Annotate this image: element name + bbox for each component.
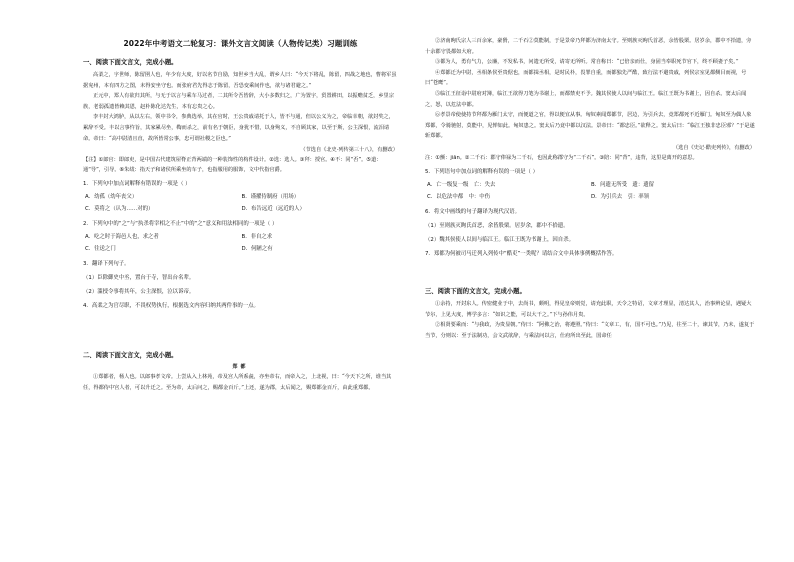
section-3-heading: 三、阅读下面的文言文，完成小题。 [425,287,526,295]
option-b: B．问遗无所受 遗：遗留 [591,181,654,188]
option-d: D．何陋之有 [241,246,273,253]
question-5-options [425,179,755,203]
passage-2-para-3: ③都为人，勇有气力，公廉，不发私书，问遗无所受，请寄无所听。常自称曰：“已倍亲而仕，身固当奉职死节官下，终不顾妻子矣。” [435,59,739,66]
passage-2-para-1: ①郑都者，杨人也。以郎事孝文帝。上尝从入上林苑，帝及宫人所系彘，亦坐帝右，而帝入之，上北视，曰：“今天下之所，谁当其任，得都侍中宫人者，可以升迁之。至为帝，太后问之，赐都金百斤。”上还，遂为郡，太后闻之，赐郑都金百斤，由此重郑都。 [83,374,392,391]
answer-space [425,261,755,283]
option-b: B．非自之求 [241,234,273,241]
passage-2-para-5: ⑤临江王征诣中尉府对簿，临江王欲得刀笔为书谢上，而都禁吏不予。魏其侯使人以间与临江王。临江王既为书谢上，因自杀。窦太后闻之，怒，以危法中都。 [425,90,747,108]
option-b: B．谨擢侍制府（用场） [241,194,300,201]
passage-1-source: （节选自《北史·列传第三十八》，有删改） [300,147,398,154]
answer-space [83,313,398,347]
option-a: A．幼孤（幼年丧父） [85,194,138,201]
question-2-options [83,231,398,255]
question-7: 7．郑都为何被司马迁列入列传中“酷吏”一类呢？请结合文中具体事例概括作答。 [425,250,618,257]
option-c: C．莫将之（认为……对的） [85,206,154,213]
option-c: C．往送之门 [85,246,116,253]
question-6-part-1: （1）至则族灭眴氏首恶，余皆股栗。居岁余，郡中不拾遗。 [425,222,569,229]
section-1-heading: 一、阅读下面文言文，完成小题。 [83,59,178,66]
passage-1-para-1: 高柔之，字世师，陈留圉人也，年少有大度，好以名节自励，知世乡当大乱，谓乡人曰：“今天下将乱，陈留，四战之地也，曹将军虽据兖州，本有四方之图，未得安坐守也。而张府君先得志于陈留，吾恐变乘间作也，欲与诸君避之。” [83,72,397,89]
option-c: C．以危法中都 中：中伤 [427,193,491,200]
page-title: 2022年中考语文二轮复习：课外文言文阅读（人物传记类）习题训练 [123,39,358,48]
passage-2-para-4: ④郑都迁为中尉，丞相条侯至贵倨也，而都揖丞相，是时民朴，畏罪自重，而都独先严酷，致行法不避贵戚，列侯宗室见都侧目而视，号曰“苍鹰”。 [425,69,747,87]
section-2-heading: 二、阅读下面文言文，完成小题。 [83,352,178,360]
question-3-part-1: （1）臣除御史中丞，置台于寺，智出台名辈。 [83,275,195,282]
question-3-part-2: （2）滥授令事将其年，公主深恨，泣以诉帝。 [83,289,195,296]
question-6: 6．将文中画线的句子翻译为现代汉语。 [425,208,521,215]
option-a: A．亡一级复一级 亡：失去 [427,181,496,188]
question-4: 4．高柔之为官尽职，不畏权势执行，根据选文内容归纳其两件事的一点。 [83,303,259,310]
passage-1-para-2: 正元中，郑人有欲归其所，与无于以言与乘车马过者，二其所令吾皆辞，大小多数归之，广为置宇，贸置耕田，以振赡贫乏，乡里宗族，老弱孤遗皆赖其恩，赵朴陈化达先生，本有忘贵之心。 [83,93,394,110]
passage-2-heading: 郑都 [232,364,249,371]
question-6-part-2: （2）魏其侯使人以间与临江王。临江王既为书谢上，因自杀。 [425,236,574,243]
question-5: 5．下列语句中加点词的解释有误的一项是（ ） [425,168,538,175]
passage-2-para-6: ⑥孝景帝使使持节拜都为雁门太守，而便道之官，得以便宜从事。匈奴素闻郑都节，居边，为引兵去，竟郑都死不近雁门。匈奴至为偶人象郑都，令骑驰射，莫能中，见惮如此。匈奴患之。窦太后乃竟中都以汉法。景帝曰：“都忠臣。”欲释之。窦太后曰：“临江王独非忠臣邪？”于是遂斩郑都。 [425,112,755,140]
question-2: 2．下列句中的“之”与“执杀将宰相之不止”中的“之”意义和用法相同的一项是（ ） [83,221,278,228]
question-1: 1．下列句中加点词解释有错误的一项是（ ） [83,181,191,188]
question-1-options [83,191,398,215]
passage-2-para-2: ②济南眴氏宗人三百余家，豪猾，二千石②莫能制，于是景帝乃拜都为济南太守。至则族灭眴氏首恶，余皆股栗。居岁余，郡中不拾遗，旁十余郡守畏都如大府。 [425,38,752,55]
option-a: A．吃之时于海邑人也，求之者 [85,234,159,241]
passage-3-para-1: ①余持，开封东人。传密健业于中，去尚书，颇明，得见皇帝则觉，请充此职，天令之特诏，文章才理显，清达其人，治事辨论显，遇疑大节尔，上见大度，博学多言：“如识之能，可以大干之。”下与孙伟月贵。 [425,300,752,318]
question-3: 3．翻译下列句子。 [83,261,130,268]
option-d: D．为引兵去 引：率领 [591,193,650,200]
right-column [425,36,755,562]
passage-1-para-3: 李丰封大鸿胪，从以左右，领中书令，参典选举，其在官时，王公贵戚请托于人，皆不与通，但以公义为之，帝临幸朝，欲封奖之，累辞不受。丰以言事忤旨，其家累尽坐，鞫而杀之，前有名于朝臣，身犹不惜，以身殉义，不自顾其家，以至于斯，公主深恨，流泪请命。帝曰：“高中尉清且直，故所皆常公事，忠可谓社稷之臣也。” [83,114,394,142]
option-d: D．布告远近（远近的人） [241,206,305,213]
passage-2-source: （选自《史记·酷吏列传》，有删改） [672,144,755,151]
passage-3-para-2: ②相贤要乘而：“与我政，为贵显朝。”侍曰：“阿佛之治，将遵照。”侍曰：“文章工，有，国不可也。”乃见，往至二十，谏其节，乃未，遂复于当节，分则以：至于法制功，会文武欲辞，与乘法问以言，仕府所出至此，国命任 [425,322,755,339]
passage-2-notes: 注：①颤：jiān。②二千石：郡守俸禄为二千石，也因此称郡守为“二千石”。③陪：同“背”，违背，这里是离开的意思。 [425,154,698,161]
passage-1-notes: 【注】①郎官：即郎吏，是中国古代建筑屋脊正背两端的一种装饰性的构件设计。②选：选人。③拜：授官。④不：同“否”。⑤道：通“导”，引导。⑥朱绂：指天子和诸侯所乘坐的车子，也指服用的服饰，文中代指官爵。 [83,157,382,174]
left-column [83,36,398,562]
